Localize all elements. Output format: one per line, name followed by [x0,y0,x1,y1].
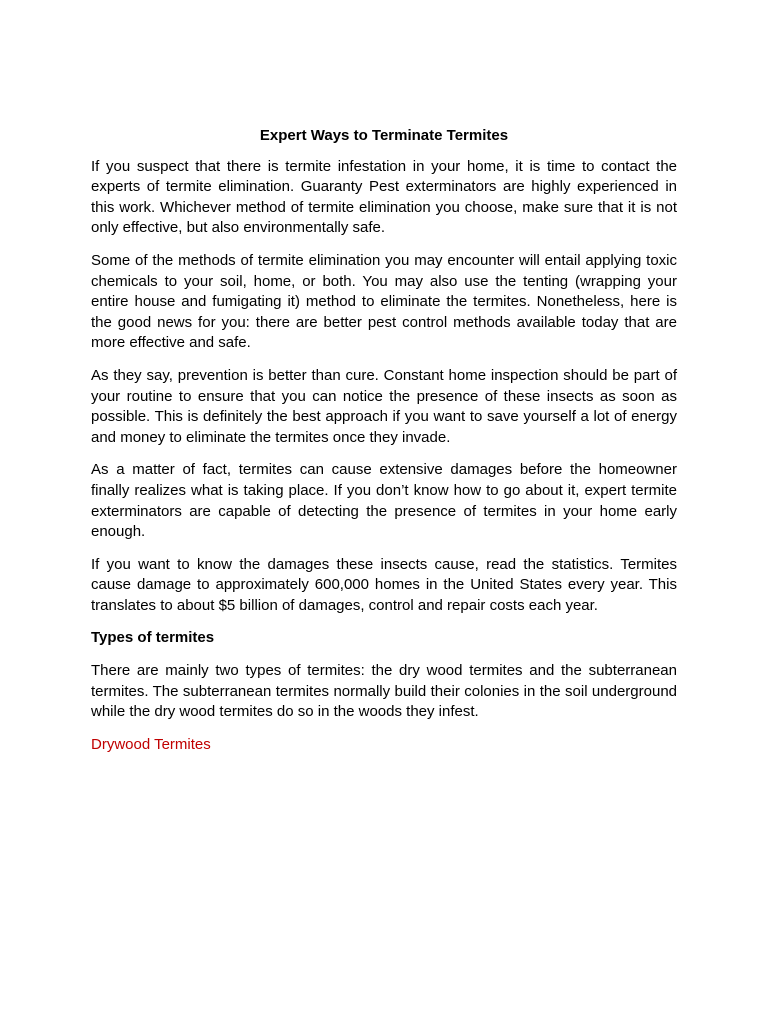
document-page [91,126,677,755]
paragraph-prevention: As they say, prevention is better than cure. Constant home inspection should be part of your routine to ensure that you can notice the presence of these insects as soon as possible. This is definitely the best approach if you want to save yourself a lot of energy and money to eliminate the termites once they invade. [91,366,677,446]
drywood-heading: Drywood Termites [91,735,211,753]
paragraph-intro: If you suspect that there is termite infestation in your home, it is time to contact the experts of termite elimination. Guaranty Pest exterminators are highly experienced in this work. Whichever method of termite elimination you choose, make sure that it is not only effective, but also environmentally safe. [91,157,677,237]
paragraph-damages: As a matter of fact, termites can cause extensive damages before the homeowner finally realizes what is taking place. If you don’t know how to go about it, expert termite exterminators are capable of detecting the presence of termites in your home early enough. [91,461,677,541]
paragraph-types: There are mainly two types of termites: the dry wood termites and the subterranean termites. The subterranean termites normally build their colonies in the soil underground while the dry wood termites do so in the woods they infest. [91,662,677,721]
paragraph-methods: Some of the methods of termite elimination you may encounter will entail applying toxic chemicals to your soil, home, or both. You may also use the tenting (wrapping your entire house and fumigating it) method to eliminate the termites. Nonetheless, here is the good news for you: there are better pest control methods available today that are more effective and safe. [91,251,677,352]
paragraph-statistics: If you want to know the damages these insects cause, read the statistics. Termites cause damage to approximately 600,000 homes in the United States every year. This translates to about $5 billion of damages, control and repair costs each year. [91,555,677,614]
document-title: Expert Ways to Terminate Termites [259,127,509,144]
types-heading: Types of termites [91,629,215,647]
